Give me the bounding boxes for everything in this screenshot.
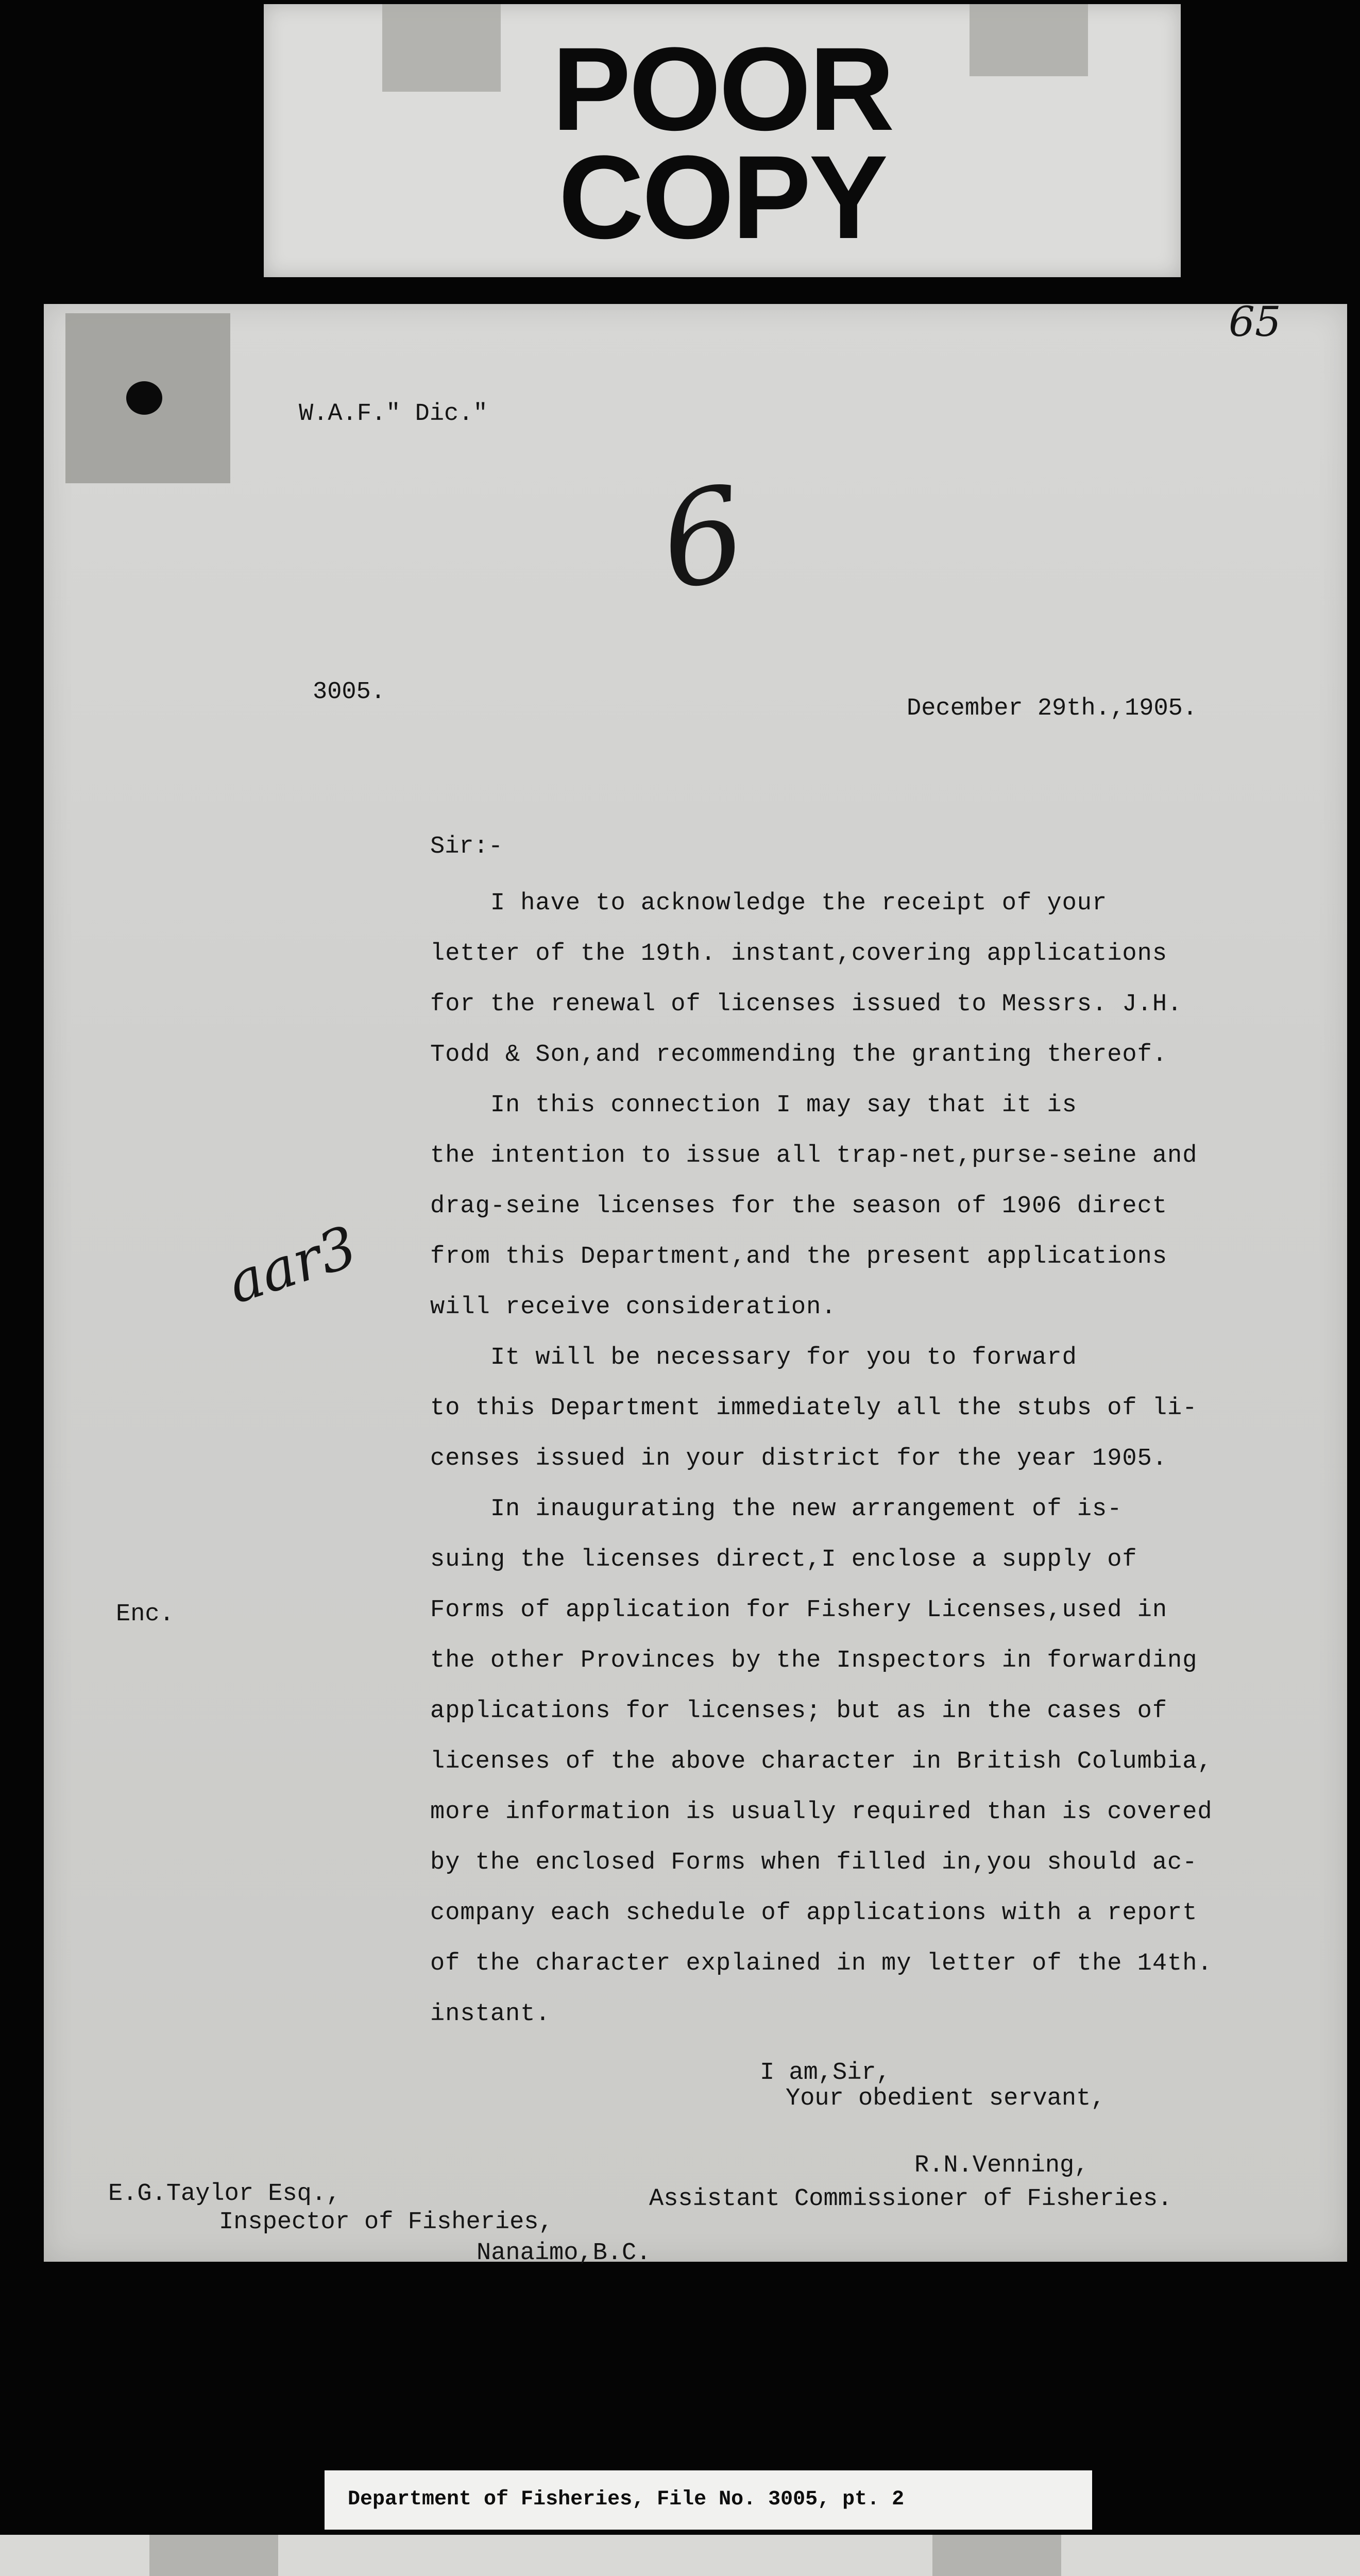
addressee-title: Inspector of Fisheries, xyxy=(219,2209,553,2236)
body-line: licenses of the above character in British Columbia, xyxy=(430,1748,1213,1775)
letter-sheet xyxy=(44,298,1347,2267)
body-line: I have to acknowledge the receipt of your xyxy=(430,890,1108,917)
closing-line-2: Your obedient servant, xyxy=(786,2085,1106,2112)
tape-strip xyxy=(932,2535,1061,2576)
signatory-name: R.N.Venning, xyxy=(914,2152,1089,2179)
body-line: applications for licenses; but as in the cases of xyxy=(430,1698,1168,1725)
archives-card xyxy=(0,2535,1360,2576)
margin-annotation: aar3 xyxy=(219,1213,365,1317)
body-line: In inaugurating the new arrangement of is- xyxy=(430,1496,1123,1523)
body-line: the intention to issue all trap-net,purse-seine and xyxy=(430,1142,1198,1170)
tape-strip xyxy=(149,2535,278,2576)
body-line: instant. xyxy=(430,2001,551,2028)
body-line: by the enclosed Forms when filled in,you should ac- xyxy=(430,1849,1198,1876)
file-label-strip xyxy=(325,2470,1092,2530)
body-line: to this Department immediately all the stubs of li- xyxy=(430,1395,1198,1422)
addressee-name: E.G.Taylor Esq., xyxy=(108,2180,341,2208)
page-number-handwritten: 65 xyxy=(1229,298,1281,346)
poor-copy-card xyxy=(264,4,1181,277)
body-line: letter of the 19th. instant,covering applications xyxy=(430,940,1168,968)
signatory-title: Assistant Commissioner of Fisheries. xyxy=(649,2185,1172,2213)
body-line: In this connection I may say that it is xyxy=(430,1092,1077,1119)
handwritten-mark: 6 xyxy=(649,457,757,619)
closing-line-1: I am,Sir, xyxy=(760,2059,891,2087)
body-line: censes issued in your district for the year 1905. xyxy=(430,1445,1168,1472)
body-line: more information is usually required than is covered xyxy=(430,1799,1213,1826)
body-line: company each schedule of applications with a report xyxy=(430,1900,1198,1927)
poor-copy-line1: POOR xyxy=(552,23,893,155)
file-code: W.A.F." Dic." xyxy=(299,400,488,428)
body-line: Forms of application for Fishery Licenses,used in xyxy=(430,1597,1168,1624)
file-label: Department of Fisheries, File No. 3005, pt. 2 xyxy=(348,2488,905,2511)
body-line: It will be necessary for you to forward xyxy=(430,1344,1077,1371)
reference-number: 3005. xyxy=(313,679,386,706)
punch-hole xyxy=(126,381,162,415)
addressee-place: Nanaimo,B.C. xyxy=(477,2240,651,2267)
body-line: the other Provinces by the Inspectors in forwarding xyxy=(430,1647,1198,1674)
body-line: suing the licenses direct,I enclose a supply of xyxy=(430,1546,1137,1573)
salutation: Sir:- xyxy=(430,833,503,860)
body-line: for the renewal of licenses issued to Messrs. J.H. xyxy=(430,991,1183,1018)
body-line: drag-seine licenses for the season of 1906 direct xyxy=(430,1193,1168,1220)
letter-date: December 29th.,1905. xyxy=(907,695,1198,722)
poor-copy-line2: COPY xyxy=(558,131,886,263)
body-line: will receive consideration. xyxy=(430,1294,837,1321)
body-line: from this Department,and the present applications xyxy=(430,1243,1168,1270)
enclosure-note: Enc. xyxy=(116,1601,174,1628)
body-line: Todd & Son,and recommending the granting thereof. xyxy=(430,1041,1168,1069)
body-line: of the character explained in my letter of the 14th. xyxy=(430,1950,1213,1977)
